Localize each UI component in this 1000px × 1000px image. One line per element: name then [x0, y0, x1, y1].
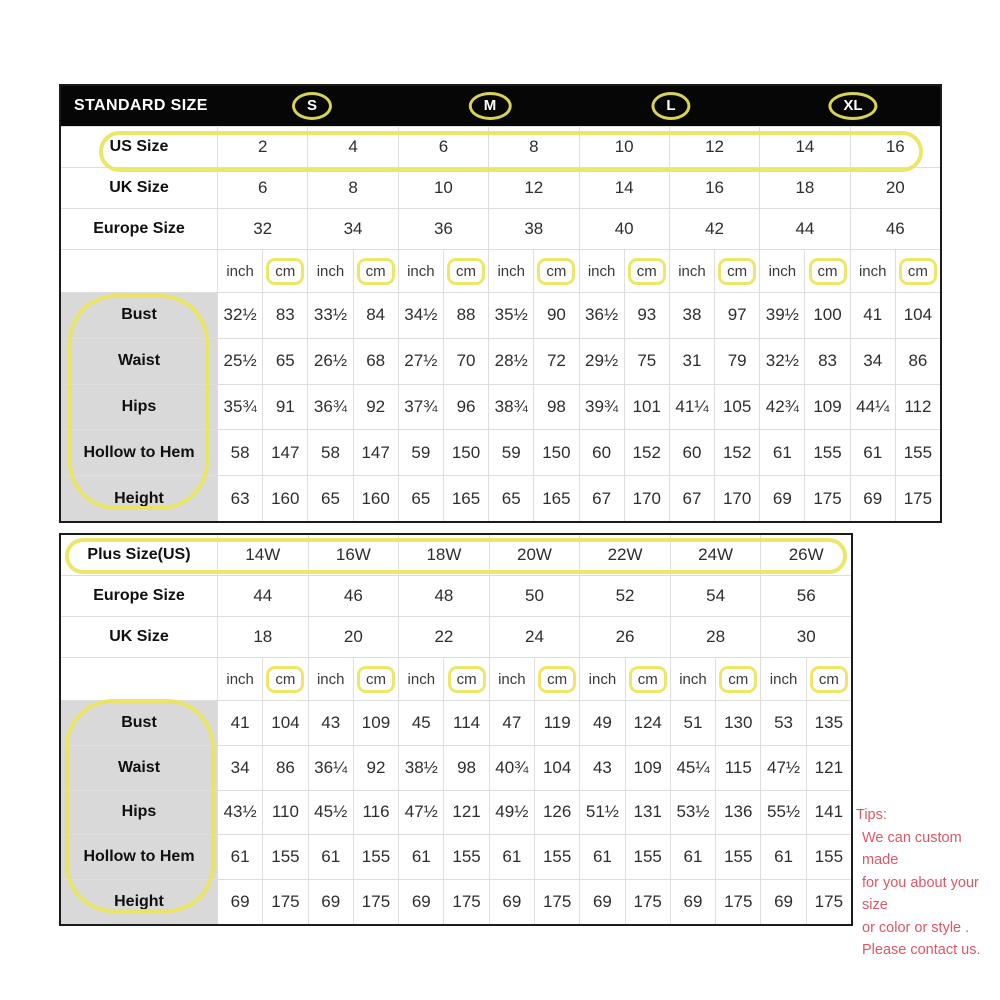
- tips-title: Tips:: [856, 807, 887, 823]
- cm-value-cell: 175: [353, 880, 398, 924]
- cm-value-cell: 110: [262, 791, 307, 835]
- inch-value-cell: 34½: [398, 293, 443, 338]
- inch-value-cell: 38¾: [488, 385, 533, 430]
- inch-value-cell: 69: [579, 880, 624, 924]
- inch-value-cell: 37¾: [398, 385, 443, 430]
- cm-value-cell: 135: [806, 701, 851, 745]
- inch-value-cell: 47½: [760, 746, 805, 790]
- size-group-s-ellipse: S: [292, 92, 332, 120]
- cm-highlight-box: cm: [809, 258, 847, 285]
- cm-value-cell: 104: [534, 746, 579, 790]
- inch-value-cell: 61: [759, 430, 804, 475]
- size-cell: 4: [307, 127, 397, 167]
- cm-value-cell: 90: [533, 293, 578, 338]
- inch-value-cell: 61: [398, 835, 443, 879]
- table-row: [61, 429, 940, 475]
- cm-value-cell: 175: [625, 880, 670, 924]
- inch-value-cell: 34: [850, 339, 895, 384]
- cm-value-cell: 155: [804, 430, 849, 475]
- inch-value-cell: 28½: [488, 339, 533, 384]
- table-row: [61, 700, 851, 745]
- inch-header: inch: [760, 658, 805, 700]
- size-cell: 44: [759, 209, 849, 249]
- inch-value-cell: 60: [669, 430, 714, 475]
- size-cell: 20: [308, 617, 399, 657]
- cm-highlight-box: cm: [357, 258, 395, 285]
- inch-value-cell: 58: [307, 430, 352, 475]
- inch-value-cell: 41: [217, 701, 262, 745]
- cm-highlight-box: cm: [899, 258, 937, 285]
- table-row: [61, 475, 940, 521]
- cm-value-cell: 104: [262, 701, 307, 745]
- cm-header: [443, 250, 488, 292]
- inch-value-cell: 43½: [217, 791, 262, 835]
- inch-value-cell: 69: [759, 476, 804, 521]
- row-label-hips: Hips: [61, 385, 217, 430]
- cm-value-cell: 152: [714, 430, 759, 475]
- cm-value-cell: 86: [895, 339, 940, 384]
- cm-value-cell: 155: [443, 835, 488, 879]
- cm-value-cell: 83: [262, 293, 307, 338]
- cm-value-cell: 100: [804, 293, 849, 338]
- cm-value-cell: 119: [534, 701, 579, 745]
- cm-value-cell: 160: [353, 476, 398, 521]
- cm-highlight-box: cm: [448, 666, 486, 693]
- cm-header: [625, 658, 670, 700]
- cm-value-cell: 114: [443, 701, 488, 745]
- size-cell: 26W: [760, 535, 851, 575]
- size-cell: 6: [398, 127, 488, 167]
- inch-value-cell: 35½: [488, 293, 533, 338]
- cm-highlight-box: cm: [538, 666, 576, 693]
- cm-highlight-box: cm: [719, 666, 757, 693]
- size-cell: 24W: [670, 535, 761, 575]
- cm-value-cell: 124: [625, 701, 670, 745]
- cm-header: [262, 658, 307, 700]
- inch-value-cell: 32½: [217, 293, 262, 338]
- size-cell: 14W: [217, 535, 308, 575]
- cm-value-cell: 98: [443, 746, 488, 790]
- standard-size-table: [59, 84, 942, 523]
- cm-value-cell: 109: [353, 701, 398, 745]
- size-cell: 24: [489, 617, 580, 657]
- inch-value-cell: 43: [308, 701, 353, 745]
- cm-header: [715, 658, 760, 700]
- table-row: [61, 126, 940, 167]
- inch-value-cell: 49: [579, 701, 624, 745]
- size-cell: 10: [398, 168, 488, 208]
- cm-value-cell: 126: [534, 791, 579, 835]
- cm-header: [806, 658, 851, 700]
- inch-value-cell: 40¾: [489, 746, 534, 790]
- size-cell: 16: [850, 127, 940, 167]
- cm-value-cell: 155: [625, 835, 670, 879]
- cm-value-cell: 97: [714, 293, 759, 338]
- cm-value-cell: 93: [624, 293, 669, 338]
- table-row: [61, 384, 940, 430]
- inch-value-cell: 47½: [398, 791, 443, 835]
- tips-line: We can custom made: [862, 829, 962, 868]
- cm-value-cell: 68: [353, 339, 398, 384]
- table-row: [61, 167, 940, 208]
- row-label-plus-size-us: Plus Size(US): [87, 546, 191, 563]
- cm-value-cell: 98: [533, 385, 578, 430]
- cm-highlight-box: cm: [628, 258, 666, 285]
- size-cell: 16W: [308, 535, 399, 575]
- standard-size-title: STANDARD SIZE: [74, 97, 208, 114]
- table-row: [61, 535, 851, 575]
- inch-value-cell: 33½: [307, 293, 352, 338]
- size-cell: 28: [670, 617, 761, 657]
- size-cell: 42: [669, 209, 759, 249]
- size-cell: 20: [850, 168, 940, 208]
- cm-value-cell: 165: [533, 476, 578, 521]
- row-label-waist: Waist: [61, 339, 217, 384]
- cm-value-cell: 160: [262, 476, 307, 521]
- size-cell: 18: [217, 617, 308, 657]
- cm-value-cell: 116: [353, 791, 398, 835]
- size-cell: 8: [488, 127, 578, 167]
- inch-value-cell: 31: [669, 339, 714, 384]
- cm-value-cell: 155: [534, 835, 579, 879]
- inch-value-cell: 69: [670, 880, 715, 924]
- inch-value-cell: 61: [760, 835, 805, 879]
- cm-value-cell: 121: [443, 791, 488, 835]
- cm-value-cell: 105: [714, 385, 759, 430]
- inch-value-cell: 25½: [217, 339, 262, 384]
- cm-value-cell: 84: [353, 293, 398, 338]
- cm-value-cell: 155: [262, 835, 307, 879]
- inch-header: inch: [759, 250, 804, 292]
- inch-value-cell: 69: [308, 880, 353, 924]
- inch-header: inch: [488, 250, 533, 292]
- inch-value-cell: 36¼: [308, 746, 353, 790]
- cm-highlight-box: cm: [266, 666, 304, 693]
- table-row: [61, 338, 940, 384]
- inch-value-cell: 51: [670, 701, 715, 745]
- cm-value-cell: 109: [625, 746, 670, 790]
- cm-value-cell: 72: [533, 339, 578, 384]
- inch-value-cell: 59: [488, 430, 533, 475]
- cm-value-cell: 65: [262, 339, 307, 384]
- cm-header: [353, 250, 398, 292]
- cm-header: [624, 250, 669, 292]
- size-cell: 46: [308, 576, 399, 616]
- cm-value-cell: 79: [714, 339, 759, 384]
- row-label-height: Height: [61, 476, 217, 521]
- unit-header-row: [61, 249, 940, 292]
- size-cell: 6: [217, 168, 307, 208]
- row-label-bust: Bust: [61, 701, 217, 745]
- inch-value-cell: 61: [489, 835, 534, 879]
- inch-value-cell: 34: [217, 746, 262, 790]
- inch-header: inch: [217, 658, 262, 700]
- custom-made-tips-note: [856, 804, 998, 962]
- plus-size-table: [59, 533, 853, 926]
- size-group-xl-ellipse: XL: [828, 92, 877, 120]
- cm-value-cell: 91: [262, 385, 307, 430]
- size-cell: 20W: [489, 535, 580, 575]
- inch-value-cell: 29½: [579, 339, 624, 384]
- size-cell: 32: [217, 209, 307, 249]
- cm-highlight-box: cm: [810, 666, 848, 693]
- inch-value-cell: 51½: [579, 791, 624, 835]
- cm-value-cell: 131: [625, 791, 670, 835]
- size-cell: 36: [398, 209, 488, 249]
- inch-value-cell: 61: [217, 835, 262, 879]
- inch-value-cell: 69: [398, 880, 443, 924]
- inch-value-cell: 32½: [759, 339, 804, 384]
- inch-value-cell: 69: [217, 880, 262, 924]
- size-cell: 40: [579, 209, 669, 249]
- inch-value-cell: 53: [760, 701, 805, 745]
- inch-header: inch: [579, 250, 624, 292]
- inch-value-cell: 61: [670, 835, 715, 879]
- inch-value-cell: 59: [398, 430, 443, 475]
- table-row: [61, 745, 851, 790]
- cm-value-cell: 152: [624, 430, 669, 475]
- inch-value-cell: 67: [579, 476, 624, 521]
- cm-value-cell: 92: [353, 746, 398, 790]
- size-group-l-ellipse: L: [651, 92, 690, 120]
- inch-value-cell: 27½: [398, 339, 443, 384]
- inch-value-cell: 43: [579, 746, 624, 790]
- row-label-europe-size: Europe Size: [93, 220, 185, 237]
- cm-header: [895, 250, 940, 292]
- cm-value-cell: 175: [715, 880, 760, 924]
- row-label-hollow-to-hem: Hollow to Hem: [61, 430, 217, 475]
- inch-value-cell: 67: [669, 476, 714, 521]
- tips-line: Please contact us.: [862, 942, 981, 958]
- inch-header: inch: [398, 658, 443, 700]
- cm-value-cell: 155: [806, 835, 851, 879]
- cm-value-cell: 175: [895, 476, 940, 521]
- inch-value-cell: 69: [760, 880, 805, 924]
- inch-value-cell: 44¼: [850, 385, 895, 430]
- row-label-hips: Hips: [61, 791, 217, 835]
- size-cell: 16: [669, 168, 759, 208]
- cm-value-cell: 104: [895, 293, 940, 338]
- cm-value-cell: 155: [715, 835, 760, 879]
- size-cell: 18: [759, 168, 849, 208]
- cm-value-cell: 75: [624, 339, 669, 384]
- cm-header: [533, 250, 578, 292]
- cm-value-cell: 136: [715, 791, 760, 835]
- cm-header: [804, 250, 849, 292]
- inch-value-cell: 61: [308, 835, 353, 879]
- cm-header: [534, 658, 579, 700]
- inch-header: inch: [669, 250, 714, 292]
- size-cell: 34: [307, 209, 397, 249]
- cm-header: [353, 658, 398, 700]
- size-cell: 30: [760, 617, 851, 657]
- size-cell: 12: [488, 168, 578, 208]
- cm-header: [714, 250, 759, 292]
- unit-row-spacer: [61, 658, 217, 700]
- inch-value-cell: 60: [579, 430, 624, 475]
- cm-value-cell: 96: [443, 385, 488, 430]
- inch-value-cell: 42¾: [759, 385, 804, 430]
- cm-value-cell: 109: [804, 385, 849, 430]
- size-cell: 26: [579, 617, 670, 657]
- inch-value-cell: 35¾: [217, 385, 262, 430]
- inch-header: inch: [579, 658, 624, 700]
- inch-header: inch: [217, 250, 262, 292]
- inch-value-cell: 63: [217, 476, 262, 521]
- cm-value-cell: 175: [534, 880, 579, 924]
- unit-row-spacer: [61, 250, 217, 292]
- cm-value-cell: 150: [533, 430, 578, 475]
- cm-value-cell: 175: [262, 880, 307, 924]
- inch-value-cell: 61: [579, 835, 624, 879]
- size-cell: 52: [579, 576, 670, 616]
- size-cell: 46: [850, 209, 940, 249]
- cm-value-cell: 165: [443, 476, 488, 521]
- cm-value-cell: 175: [804, 476, 849, 521]
- inch-value-cell: 38: [669, 293, 714, 338]
- row-label-uk-size: UK Size: [109, 628, 169, 645]
- cm-value-cell: 147: [262, 430, 307, 475]
- size-cell: 14: [579, 168, 669, 208]
- inch-value-cell: 55½: [760, 791, 805, 835]
- size-cell: 56: [760, 576, 851, 616]
- table-row: [61, 575, 851, 616]
- cm-value-cell: 83: [804, 339, 849, 384]
- cm-value-cell: 170: [624, 476, 669, 521]
- inch-value-cell: 45½: [308, 791, 353, 835]
- row-label-height: Height: [61, 880, 217, 924]
- inch-value-cell: 69: [850, 476, 895, 521]
- plus-size-table-body: [61, 535, 851, 924]
- cm-value-cell: 130: [715, 701, 760, 745]
- cm-value-cell: 115: [715, 746, 760, 790]
- cm-value-cell: 121: [806, 746, 851, 790]
- size-cell: 8: [307, 168, 397, 208]
- table-row: [61, 834, 851, 879]
- tips-line: or color or style .: [862, 919, 970, 936]
- cm-highlight-box: cm: [357, 666, 395, 693]
- cm-value-cell: 70: [443, 339, 488, 384]
- inch-header: inch: [398, 250, 443, 292]
- inch-value-cell: 53½: [670, 791, 715, 835]
- cm-highlight-box: cm: [537, 258, 575, 285]
- cm-highlight-box: cm: [266, 258, 304, 285]
- size-group-m-ellipse: M: [469, 92, 512, 120]
- standard-size-table-body: [61, 126, 940, 521]
- row-label-europe-size: Europe Size: [93, 587, 185, 604]
- cm-header: [262, 250, 307, 292]
- cm-highlight-box: cm: [718, 258, 756, 285]
- table-row: [61, 616, 851, 657]
- row-label-bust: Bust: [61, 293, 217, 338]
- inch-value-cell: 39½: [759, 293, 804, 338]
- table-row: [61, 208, 940, 249]
- inch-value-cell: 39¾: [579, 385, 624, 430]
- inch-header: inch: [670, 658, 715, 700]
- size-cell: 54: [670, 576, 761, 616]
- cm-value-cell: 175: [806, 880, 851, 924]
- row-label-waist: Waist: [61, 746, 217, 790]
- inch-value-cell: 36½: [579, 293, 624, 338]
- cm-highlight-box: cm: [447, 258, 485, 285]
- cm-value-cell: 88: [443, 293, 488, 338]
- inch-value-cell: 65: [488, 476, 533, 521]
- inch-value-cell: 65: [307, 476, 352, 521]
- inch-value-cell: 45¼: [670, 746, 715, 790]
- inch-value-cell: 41¼: [669, 385, 714, 430]
- cm-value-cell: 112: [895, 385, 940, 430]
- cm-value-cell: 101: [624, 385, 669, 430]
- inch-value-cell: 36¾: [307, 385, 352, 430]
- size-cell: 44: [217, 576, 308, 616]
- cm-header: [443, 658, 488, 700]
- inch-header: inch: [489, 658, 534, 700]
- inch-value-cell: 41: [850, 293, 895, 338]
- row-label-hollow-to-hem: Hollow to Hem: [61, 835, 217, 879]
- inch-header: inch: [850, 250, 895, 292]
- size-cell: 22: [398, 617, 489, 657]
- size-cell: 18W: [398, 535, 489, 575]
- inch-value-cell: 26½: [307, 339, 352, 384]
- cm-value-cell: 170: [714, 476, 759, 521]
- cm-value-cell: 147: [353, 430, 398, 475]
- table-row: [61, 879, 851, 924]
- inch-value-cell: 47: [489, 701, 534, 745]
- size-cell: 50: [489, 576, 580, 616]
- table-row: [61, 292, 940, 338]
- inch-header: inch: [307, 250, 352, 292]
- inch-value-cell: 58: [217, 430, 262, 475]
- size-cell: 10: [579, 127, 669, 167]
- row-label-uk-size: UK Size: [109, 179, 169, 196]
- inch-value-cell: 61: [850, 430, 895, 475]
- size-cell: 22W: [579, 535, 670, 575]
- cm-highlight-box: cm: [629, 666, 667, 693]
- inch-header: inch: [308, 658, 353, 700]
- size-cell: 48: [398, 576, 489, 616]
- cm-value-cell: 155: [353, 835, 398, 879]
- cm-value-cell: 175: [443, 880, 488, 924]
- unit-header-row: [61, 657, 851, 700]
- cm-value-cell: 141: [806, 791, 851, 835]
- table-row: [61, 790, 851, 835]
- standard-size-header-bar: [61, 86, 940, 126]
- inch-value-cell: 49½: [489, 791, 534, 835]
- size-cell: 2: [217, 127, 307, 167]
- inch-value-cell: 38½: [398, 746, 443, 790]
- size-cell: 38: [488, 209, 578, 249]
- cm-value-cell: 86: [262, 746, 307, 790]
- inch-value-cell: 65: [398, 476, 443, 521]
- size-cell: 12: [669, 127, 759, 167]
- cm-value-cell: 155: [895, 430, 940, 475]
- inch-value-cell: 45: [398, 701, 443, 745]
- inch-value-cell: 69: [489, 880, 534, 924]
- tips-line: for you about your size: [862, 874, 979, 913]
- cm-value-cell: 92: [353, 385, 398, 430]
- row-label-us-size: US Size: [109, 138, 169, 155]
- size-cell: 14: [759, 127, 849, 167]
- cm-value-cell: 150: [443, 430, 488, 475]
